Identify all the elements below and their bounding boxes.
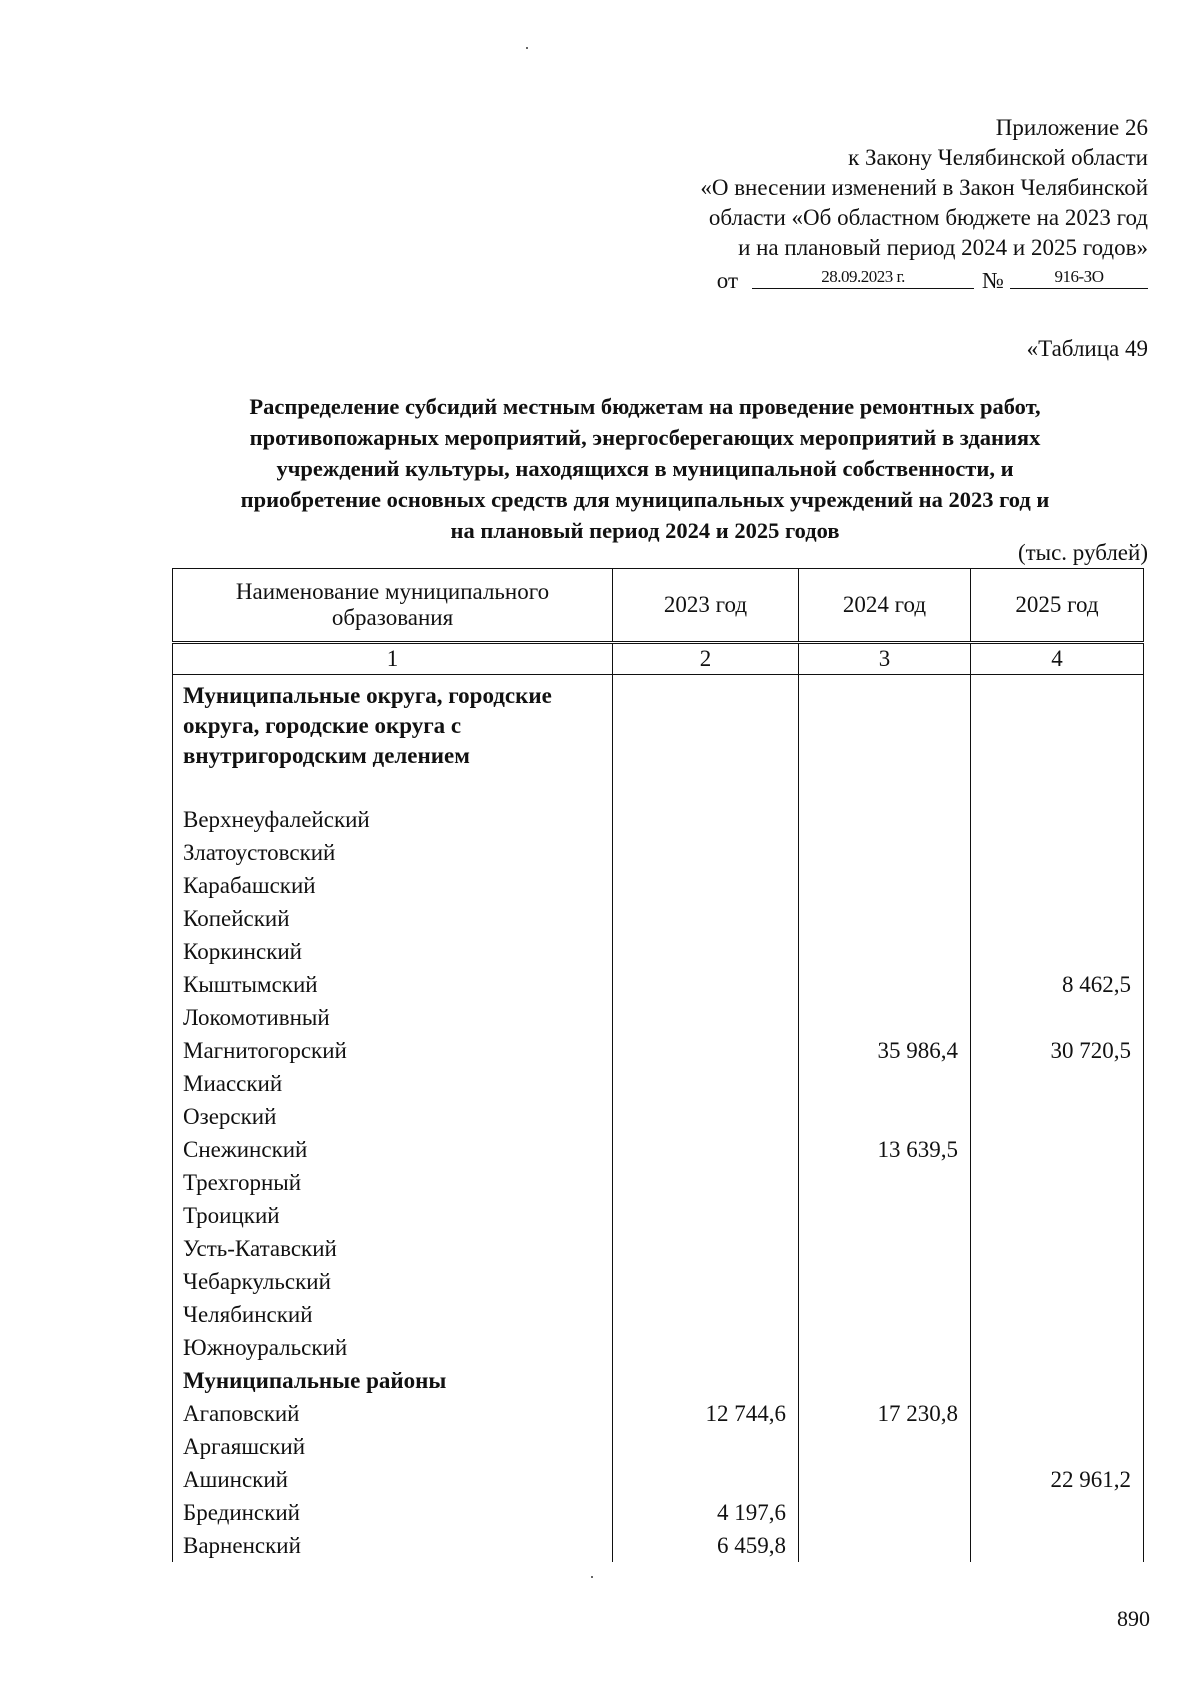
value-2025-cell xyxy=(971,1001,1144,1034)
value-2023-cell xyxy=(613,1133,799,1166)
row-name-cell: Трехгорный xyxy=(173,1166,613,1199)
column-number: 1 xyxy=(173,643,613,675)
title-line: приобретение основных средств для муниципальных учреждений на 2023 год и xyxy=(240,487,1050,512)
scan-speck xyxy=(526,47,528,49)
value-2023-cell xyxy=(613,1463,799,1496)
row-name-cell: Снежинский xyxy=(173,1133,613,1166)
column-number: 4 xyxy=(971,643,1144,675)
value-2025-cell xyxy=(971,1199,1144,1232)
value-2023-cell xyxy=(613,1265,799,1298)
value-2025-cell xyxy=(971,1298,1144,1331)
table-row xyxy=(173,1199,1144,1232)
table-row xyxy=(173,1397,1144,1430)
table-row xyxy=(173,935,1144,968)
column-header-name: Наименование муниципального образования xyxy=(173,569,613,643)
value-2023-cell xyxy=(613,935,799,968)
law-date: 28.09.2023 г. xyxy=(752,266,974,289)
value-2024-cell xyxy=(799,1232,971,1265)
value-2024-cell xyxy=(799,1496,971,1529)
value-2024-cell: 35 986,4 xyxy=(799,1034,971,1067)
value-2024-cell xyxy=(799,1100,971,1133)
appendix-line: области «Об областном бюджете на 2023 год xyxy=(708,205,1148,230)
value-2023-cell xyxy=(613,1298,799,1331)
value-2024-cell xyxy=(799,836,971,869)
value-2025-cell xyxy=(971,1067,1144,1100)
table-row xyxy=(173,1232,1144,1265)
appendix-line: Приложение 26 xyxy=(995,115,1148,140)
value-2025-cell xyxy=(971,675,1144,804)
value-2023-cell xyxy=(613,1067,799,1100)
row-name-cell: Кыштымский xyxy=(173,968,613,1001)
table-row xyxy=(173,836,1144,869)
value-2025-cell xyxy=(971,1133,1144,1166)
row-name-cell: Локомотивный xyxy=(173,1001,613,1034)
page-number: 890 xyxy=(1117,1606,1150,1631)
value-2023-cell xyxy=(613,1430,799,1463)
value-2023-cell xyxy=(613,1166,799,1199)
value-2025-cell xyxy=(971,1265,1144,1298)
row-name-cell: Муниципальные округа, городские округа, городские округа с внутригородским делением xyxy=(173,675,613,804)
value-2025-cell xyxy=(971,1529,1144,1562)
value-2023-cell xyxy=(613,1001,799,1034)
document-title xyxy=(150,391,1140,546)
value-2024-cell xyxy=(799,1529,971,1562)
row-name-cell: Челябинский xyxy=(173,1298,613,1331)
row-name-cell: Агаповский xyxy=(173,1397,613,1430)
value-2024-cell xyxy=(799,935,971,968)
value-2024-cell xyxy=(799,1001,971,1034)
row-name-cell: Коркинский xyxy=(173,935,613,968)
table-row xyxy=(173,1133,1144,1166)
value-2023-cell xyxy=(613,869,799,902)
value-2023-cell xyxy=(613,1232,799,1265)
value-2025-cell xyxy=(971,869,1144,902)
row-name-cell: Усть-Катавский xyxy=(173,1232,613,1265)
table-row xyxy=(173,1001,1144,1034)
value-2023-cell xyxy=(613,1100,799,1133)
row-name-cell: Магнитогорский xyxy=(173,1034,613,1067)
row-name-cell: Троицкий xyxy=(173,1199,613,1232)
value-2024-cell xyxy=(799,675,971,804)
table-row xyxy=(173,1430,1144,1463)
column-header-2025: 2025 год xyxy=(971,569,1144,643)
date-prefix: от xyxy=(716,268,739,293)
value-2024-cell xyxy=(799,1463,971,1496)
row-name-cell: Ашинский xyxy=(173,1463,613,1496)
scan-speck xyxy=(591,1576,593,1578)
value-2025-cell: 30 720,5 xyxy=(971,1034,1144,1067)
value-2025-cell xyxy=(971,836,1144,869)
subsidy-table xyxy=(172,568,1144,1562)
appendix-line: и на плановый период 2024 и 2025 годов» xyxy=(738,235,1148,260)
table-row xyxy=(173,869,1144,902)
value-2025-cell xyxy=(971,1100,1144,1133)
value-2024-cell xyxy=(799,968,971,1001)
title-line: противопожарных мероприятий, энергосберегающих мероприятий в зданиях xyxy=(249,425,1041,450)
table-row xyxy=(173,1463,1144,1496)
appendix-line: к Закону Челябинской области xyxy=(848,145,1148,170)
title-line: Распределение субсидий местным бюджетам на проведение ремонтных работ, xyxy=(249,394,1041,419)
appendix-line: «О внесении изменений в Закон Челябинской xyxy=(700,175,1148,200)
value-2024-cell xyxy=(799,1364,971,1397)
column-number-row xyxy=(173,643,1144,675)
row-name-cell: Муниципальные районы xyxy=(173,1364,613,1397)
value-2023-cell xyxy=(613,968,799,1001)
table-number: «Таблица 49 xyxy=(1026,336,1148,361)
value-2024-cell: 17 230,8 xyxy=(799,1397,971,1430)
appendix-header xyxy=(588,113,1148,295)
row-name-cell: Варненский xyxy=(173,1529,613,1562)
value-2023-cell xyxy=(613,1364,799,1397)
table-row xyxy=(173,1100,1144,1133)
column-number: 2 xyxy=(613,643,799,675)
value-2023-cell: 4 197,6 xyxy=(613,1496,799,1529)
value-2025-cell: 8 462,5 xyxy=(971,968,1144,1001)
table-row xyxy=(173,1331,1144,1364)
value-2024-cell xyxy=(799,1265,971,1298)
title-line: на плановый период 2024 и 2025 годов xyxy=(450,518,840,543)
row-name-cell: Верхнеуфалейский xyxy=(173,803,613,836)
value-2023-cell xyxy=(613,803,799,836)
value-2025-cell xyxy=(971,1397,1144,1430)
value-2024-cell xyxy=(799,1199,971,1232)
law-date-line xyxy=(588,261,1148,295)
row-name-cell: Озерский xyxy=(173,1100,613,1133)
value-2024-cell xyxy=(799,1331,971,1364)
row-name-cell: Аргаяшский xyxy=(173,1430,613,1463)
value-2025-cell xyxy=(971,803,1144,836)
value-2024-cell xyxy=(799,869,971,902)
value-2023-cell xyxy=(613,836,799,869)
value-2025-cell xyxy=(971,935,1144,968)
table-row xyxy=(173,1067,1144,1100)
value-2024-cell xyxy=(799,902,971,935)
value-2025-cell xyxy=(971,1430,1144,1463)
row-name-cell: Карабашский xyxy=(173,869,613,902)
value-2024-cell xyxy=(799,1430,971,1463)
title-line: учреждений культуры, находящихся в муниципальной собственности, и xyxy=(276,456,1014,481)
table-group-row xyxy=(173,675,1144,804)
value-2023-cell: 6 459,8 xyxy=(613,1529,799,1562)
value-2024-cell xyxy=(799,803,971,836)
value-2025-cell xyxy=(971,1331,1144,1364)
row-name-cell: Брединский xyxy=(173,1496,613,1529)
value-2023-cell: 12 744,6 xyxy=(613,1397,799,1430)
row-name-cell: Копейский xyxy=(173,902,613,935)
value-2023-cell xyxy=(613,1034,799,1067)
value-2025-cell xyxy=(971,1496,1144,1529)
table-header-row xyxy=(173,569,1144,643)
value-2025-cell: 22 961,2 xyxy=(971,1463,1144,1496)
row-name-cell: Южноуральский xyxy=(173,1331,613,1364)
row-name-cell: Миасский xyxy=(173,1067,613,1100)
row-name-cell: Чебаркульский xyxy=(173,1265,613,1298)
table-row xyxy=(173,1034,1144,1067)
value-2023-cell xyxy=(613,902,799,935)
table-row xyxy=(173,1166,1144,1199)
column-header-2024: 2024 год xyxy=(799,569,971,643)
value-2025-cell xyxy=(971,1232,1144,1265)
column-number: 3 xyxy=(799,643,971,675)
value-2024-cell xyxy=(799,1298,971,1331)
table-row xyxy=(173,968,1144,1001)
table-row xyxy=(173,1298,1144,1331)
table-row xyxy=(173,1496,1144,1529)
table-row xyxy=(173,1529,1144,1562)
units-label: (тыс. рублей) xyxy=(1017,540,1148,565)
table-group-row xyxy=(173,1364,1144,1397)
value-2025-cell xyxy=(971,1166,1144,1199)
table-row xyxy=(173,1265,1144,1298)
value-2024-cell: 13 639,5 xyxy=(799,1133,971,1166)
table-row xyxy=(173,803,1144,836)
value-2023-cell xyxy=(613,1199,799,1232)
table-row xyxy=(173,902,1144,935)
value-2024-cell xyxy=(799,1067,971,1100)
law-number: 916-ЗО xyxy=(1010,266,1148,289)
number-prefix: № xyxy=(982,268,1004,293)
value-2025-cell xyxy=(971,1364,1144,1397)
value-2025-cell xyxy=(971,902,1144,935)
value-2023-cell xyxy=(613,1331,799,1364)
table-body xyxy=(173,675,1144,1563)
value-2024-cell xyxy=(799,1166,971,1199)
value-2023-cell xyxy=(613,675,799,804)
row-name-cell: Златоустовский xyxy=(173,836,613,869)
column-header-2023: 2023 год xyxy=(613,569,799,643)
